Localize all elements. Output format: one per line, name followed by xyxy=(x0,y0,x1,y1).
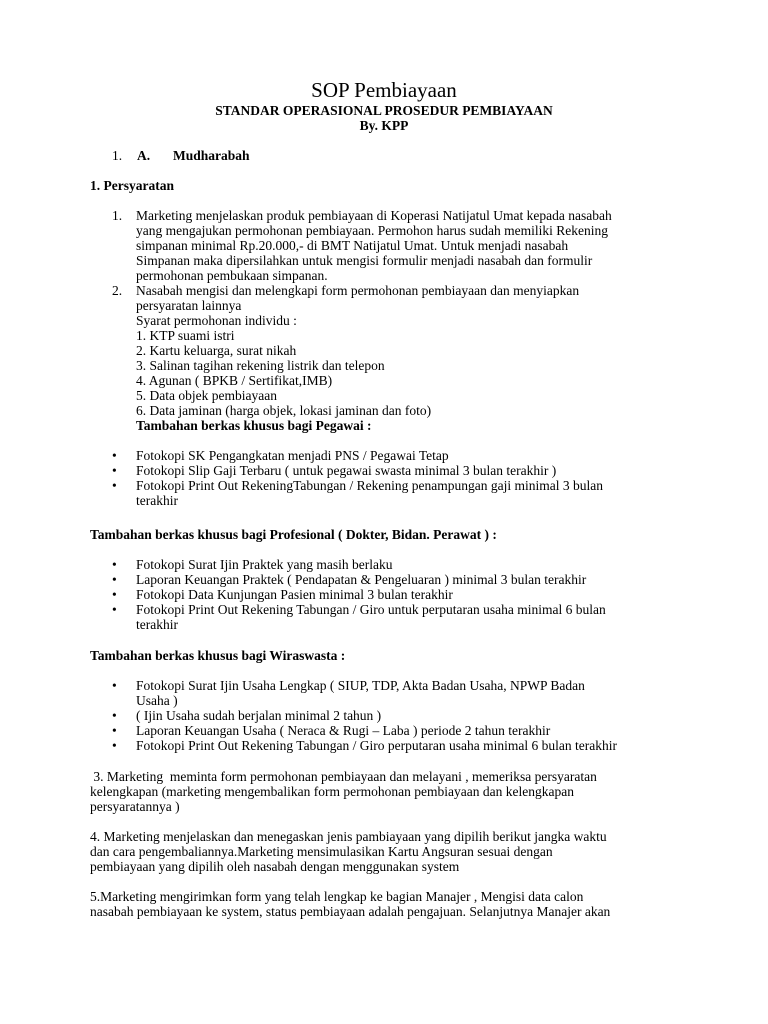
step-line: Simpanan maka dipersilahkan untuk mengisi formulir menjadi nasabah dan formulir xyxy=(136,253,593,268)
step-line: permohonan pembukaan simpanan. xyxy=(136,268,328,283)
item-line: terakhir xyxy=(136,617,178,632)
list-item xyxy=(112,557,672,572)
bullet-icon: • xyxy=(112,738,117,753)
requirements-label: Syarat permohonan individu : xyxy=(136,313,297,328)
item-line: Fotokopi Surat Ijin Praktek yang masih berlaku xyxy=(136,557,393,572)
step-2 xyxy=(112,283,672,433)
requirement-item: 1. KTP suami istri xyxy=(136,328,235,343)
section-heading-mudharabah xyxy=(112,148,250,163)
item-line: Laporan Keuangan Praktek ( Pendapatan & Pengeluaran ) minimal 3 bulan terakhir xyxy=(136,572,587,587)
list-item xyxy=(112,463,672,478)
pegawai-label: Tambahan berkas khusus bagi Pegawai : xyxy=(136,418,372,433)
step-line: Nasabah mengisi dan melengkapi form permohonan pembiayaan dan menyiapkan xyxy=(136,283,580,298)
pegawai-list xyxy=(112,448,672,508)
heading-number: 1. xyxy=(112,148,123,163)
persyaratan-steps xyxy=(112,208,672,433)
step-number: 1. xyxy=(112,208,123,223)
item-line: Fotokopi Print Out Rekening Tabungan / Giro perputaran usaha minimal 6 bulan terakhir xyxy=(136,738,617,753)
step-line: yang mengajukan permohonan pembiayaan. Permohon harus sudah memiliki Rekening xyxy=(136,223,609,238)
list-item xyxy=(112,723,672,738)
bullet-icon: • xyxy=(112,723,117,738)
wiraswasta-label: Tambahan berkas khusus bagi Wiraswasta : xyxy=(90,648,346,663)
requirement-item: 5. Data objek pembiayaan xyxy=(136,388,277,403)
list-item xyxy=(112,708,672,723)
bullet-icon: • xyxy=(112,587,117,602)
requirement-item: 2. Kartu keluarga, surat nikah xyxy=(136,343,297,358)
list-item xyxy=(112,602,672,632)
document-title: SOP Pembiayaan xyxy=(311,78,457,102)
item-line: ( Ijin Usaha sudah berjalan minimal 2 tahun ) xyxy=(136,708,382,723)
requirement-item: 6. Data jaminan (harga objek, lokasi jaminan dan foto) xyxy=(136,403,432,418)
paragraph-line: persyaratannya ) xyxy=(90,799,180,814)
profesional-label: Tambahan berkas khusus bagi Profesional ( Dokter, Bidan. Perawat ) : xyxy=(90,527,497,542)
step-1 xyxy=(112,208,672,283)
step-line: persyaratan lainnya xyxy=(136,298,242,313)
requirement-item: 4. Agunan ( BPKB / Sertifikat,IMB) xyxy=(136,373,333,388)
heading-letter: A. xyxy=(137,148,151,163)
requirement-item: 3. Salinan tagihan rekening listrik dan telepon xyxy=(136,358,385,373)
bullet-icon: • xyxy=(112,448,117,463)
item-line: terakhir xyxy=(136,493,178,508)
paragraph-step-3 xyxy=(90,769,690,814)
item-line: Fotokopi Data Kunjungan Pasien minimal 3 bulan terakhir xyxy=(136,587,453,602)
list-item xyxy=(112,572,672,587)
profesional-list xyxy=(112,557,672,632)
paragraph-line: 5.Marketing mengirimkan form yang telah lengkap ke bagian Manajer , Mengisi data calon xyxy=(90,889,584,904)
item-line: Fotokopi Print Out Rekening Tabungan / Giro untuk perputaran usaha minimal 6 bulan xyxy=(136,602,606,617)
item-line: Fotokopi Slip Gaji Terbaru ( untuk pegawai swasta minimal 3 bulan terakhir ) xyxy=(136,463,557,478)
bullet-icon: • xyxy=(112,463,117,478)
wiraswasta-list xyxy=(112,678,672,753)
step-line: Marketing menjelaskan produk pembiayaan di Koperasi Natijatul Umat kepada nasabah xyxy=(136,208,612,223)
list-item xyxy=(112,448,672,463)
document-subtitle: STANDAR OPERASIONAL PROSEDUR PEMBIAYAAN xyxy=(215,103,553,118)
step-line: simpanan minimal Rp.20.000,- di BMT Natijatul Umat. Untuk menjadi nasabah xyxy=(136,238,569,253)
paragraph-line: 4. Marketing menjelaskan dan menegaskan jenis pambiayaan yang dipilih berikut jangka waktu xyxy=(90,829,607,844)
bullet-icon: • xyxy=(112,708,117,723)
paragraph-step-4 xyxy=(90,829,690,874)
step-number: 2. xyxy=(112,283,123,298)
bullet-icon: • xyxy=(112,602,117,617)
item-line: Usaha ) xyxy=(136,693,178,708)
bullet-icon: • xyxy=(112,478,117,493)
bullet-icon: • xyxy=(112,557,117,572)
item-line: Laporan Keuangan Usaha ( Neraca & Rugi – Laba ) periode 2 tahun terakhir xyxy=(136,723,551,738)
list-item xyxy=(112,478,672,508)
bullet-icon: • xyxy=(112,678,117,693)
paragraph-line: nasabah pembiayaan ke system, status pembiayaan adalah pengajuan. Selanjutnya Manajer akan xyxy=(90,904,611,919)
item-line: Fotokopi SK Pengangkatan menjadi PNS / Pegawai Tetap xyxy=(136,448,449,463)
paragraph-line: kelengkapan (marketing mengembalikan form permohonan pembiayaan dan kelengkapan xyxy=(90,784,574,799)
document-author: By. KPP xyxy=(359,118,409,133)
item-line: Fotokopi Print Out RekeningTabungan / Rekening penampungan gaji minimal 3 bulan xyxy=(136,478,603,493)
paragraph-line: pembiayaan yang dipilih oleh nasabah dengan menggunakan system xyxy=(90,859,460,874)
paragraph-step-5 xyxy=(90,889,690,919)
section-persyaratan: 1. Persyaratan xyxy=(90,178,174,193)
list-item xyxy=(112,678,672,708)
heading-text: Mudharabah xyxy=(173,148,250,163)
item-line: Fotokopi Surat Ijin Usaha Lengkap ( SIUP, TDP, Akta Badan Usaha, NPWP Badan xyxy=(136,678,585,693)
paragraph-line: dan cara pengembaliannya.Marketing mensimulasikan Kartu Angsuran sesuai dengan xyxy=(90,844,553,859)
list-item xyxy=(112,587,672,602)
paragraph-line: 3. Marketing meminta form permohonan pembiayaan dan melayani , memeriksa persyaratan xyxy=(90,769,597,784)
bullet-icon: • xyxy=(112,572,117,587)
list-item xyxy=(112,738,672,753)
